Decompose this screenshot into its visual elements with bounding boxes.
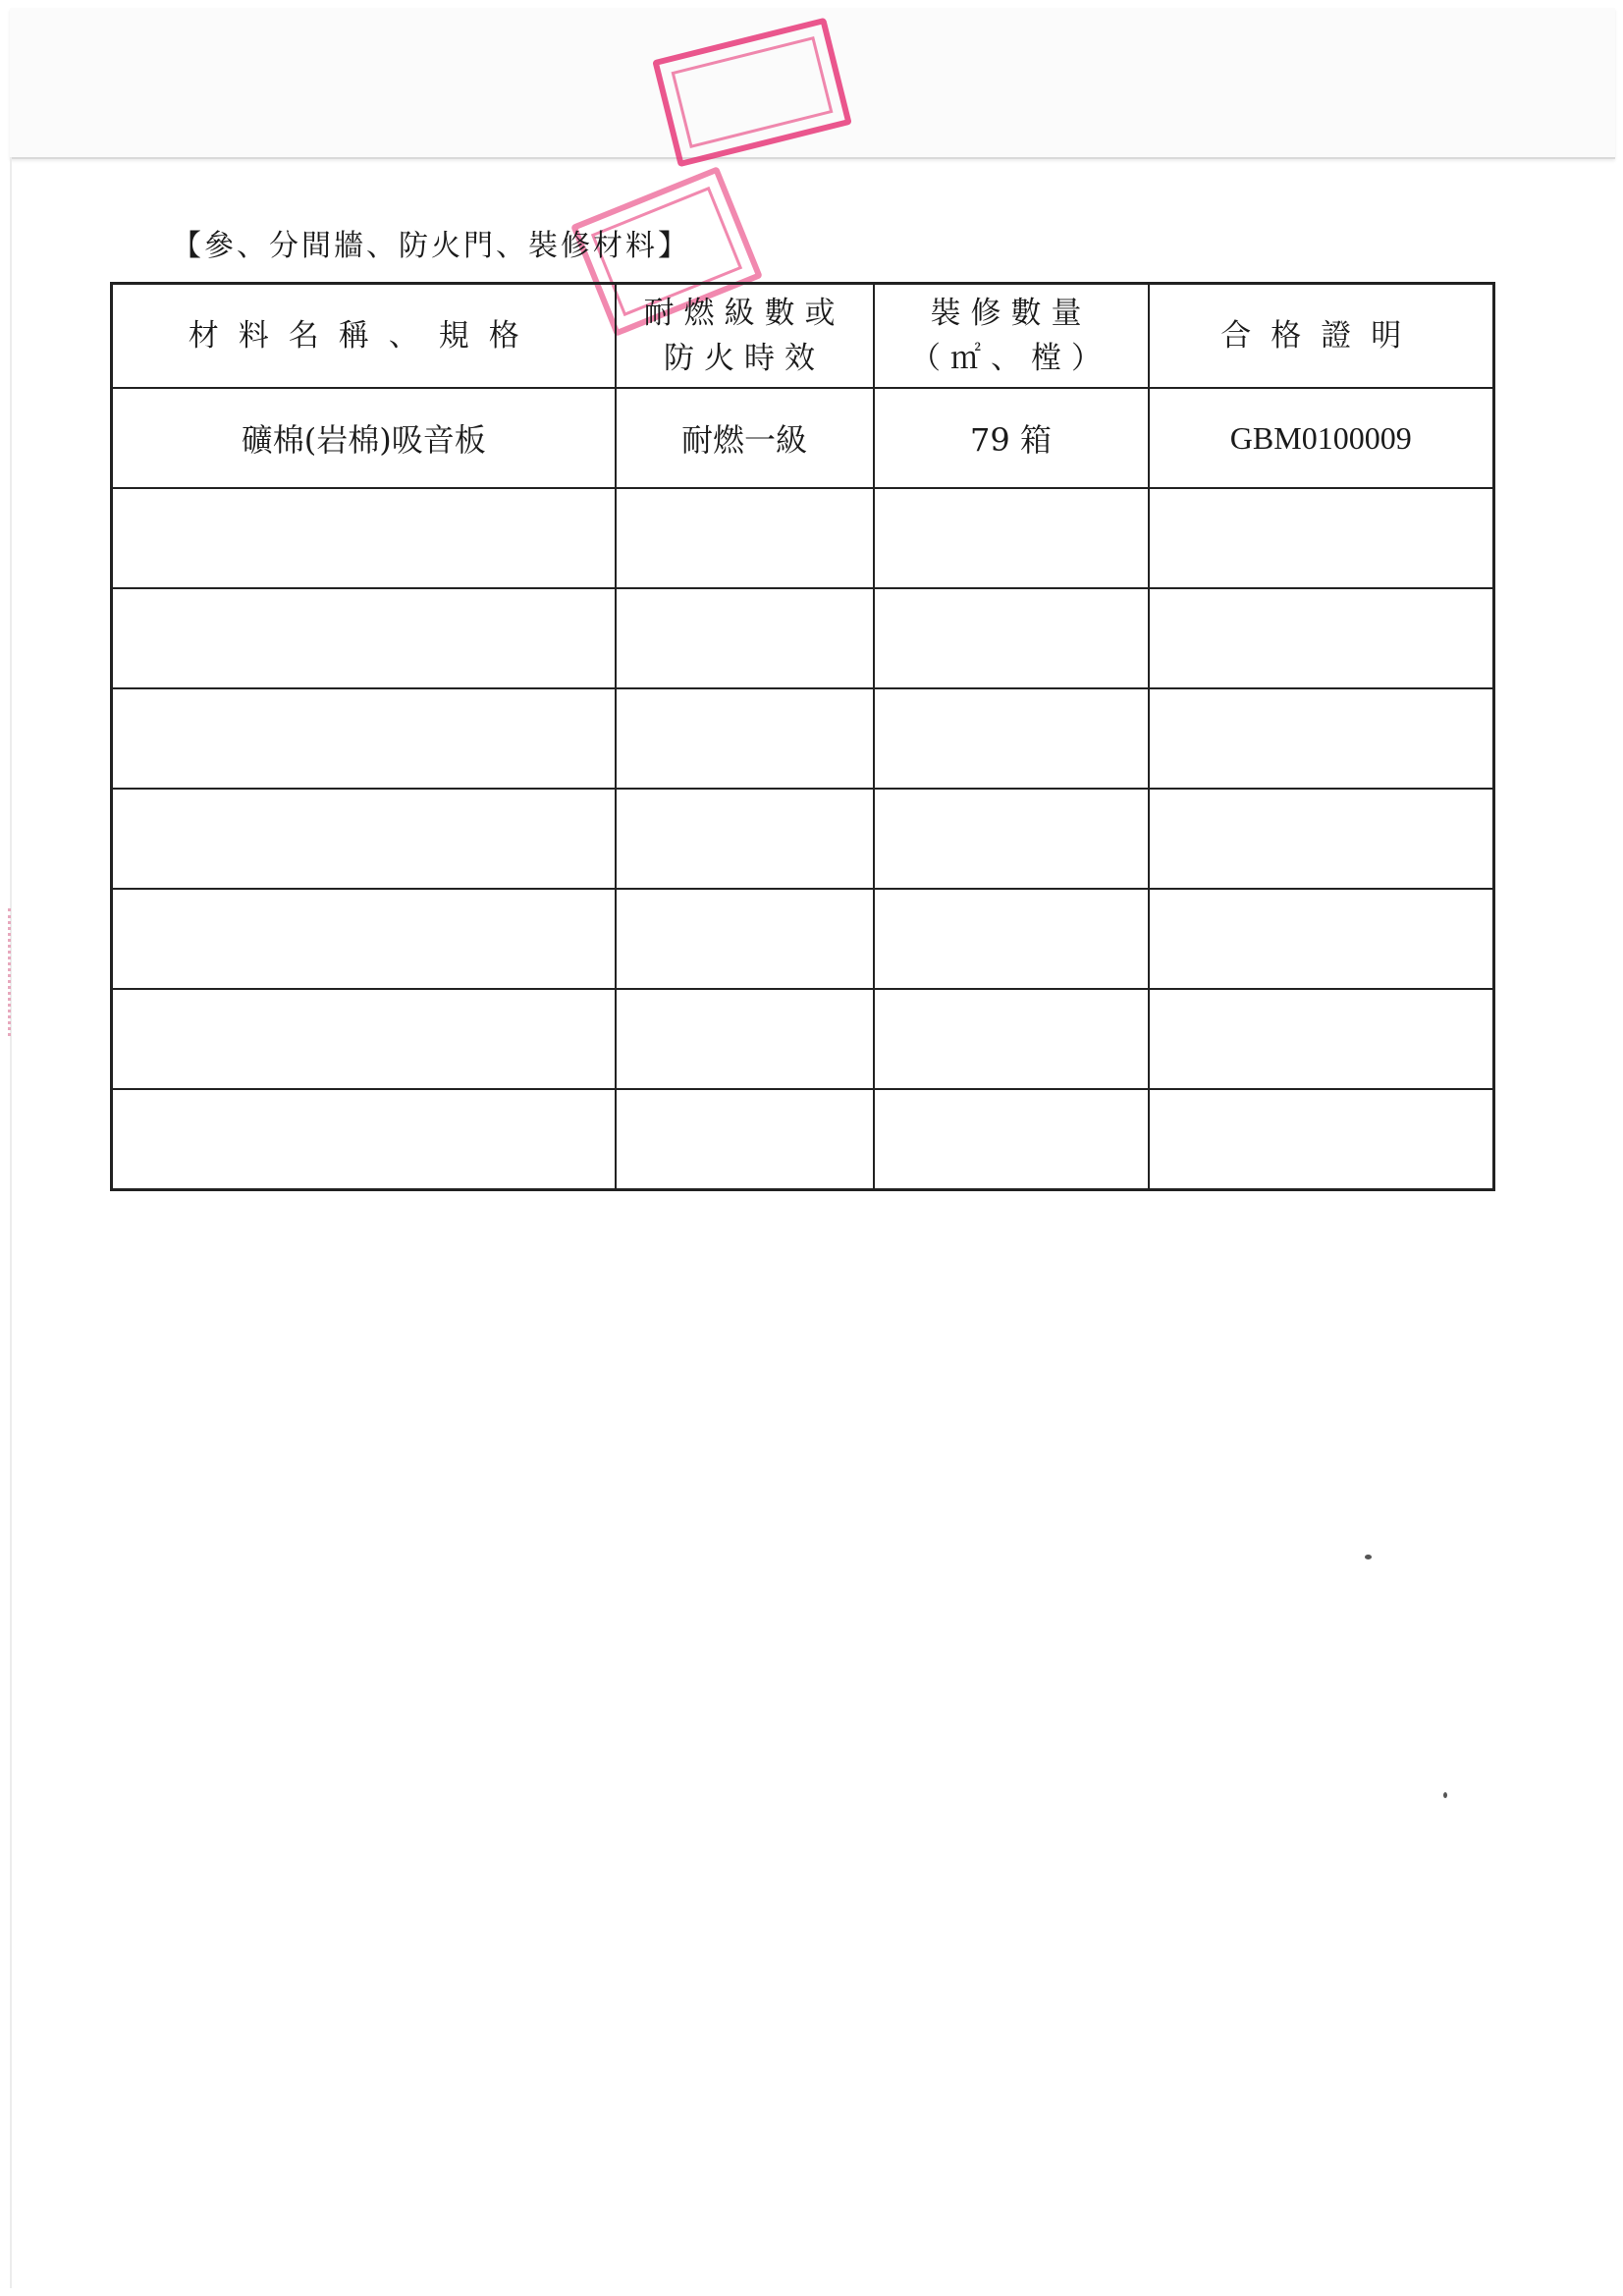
- cell-material-name: [112, 989, 616, 1089]
- cell-quantity: [874, 588, 1149, 688]
- cell-material-name: [112, 488, 616, 588]
- cell-quantity: [874, 1089, 1149, 1190]
- header-quantity: [874, 284, 1149, 389]
- page-edge: [10, 157, 12, 2288]
- cell-quantity: [874, 989, 1149, 1089]
- header-fire-rating: [616, 284, 874, 389]
- cell-material-name: [112, 688, 616, 789]
- table-row: [112, 789, 1494, 889]
- cell-quantity: [874, 488, 1149, 588]
- table-row: [112, 989, 1494, 1089]
- cell-fire-rating: [616, 989, 874, 1089]
- cell-material-name: [112, 889, 616, 989]
- scan-speck: [1365, 1555, 1372, 1559]
- cell-certificate: [1149, 789, 1494, 889]
- header-fire-rating-line1: 耐燃級數或: [643, 296, 845, 331]
- table-row: [112, 388, 1494, 488]
- scan-speck: [1443, 1792, 1447, 1798]
- table-row: [112, 588, 1494, 688]
- cell-quantity: 79 箱: [874, 388, 1149, 488]
- cell-certificate: [1149, 1089, 1494, 1190]
- cell-material-name: 礦棉(岩棉)吸音板: [112, 388, 616, 488]
- cell-quantity: [874, 688, 1149, 789]
- binding-mark: [8, 908, 17, 1036]
- materials-table: [110, 282, 1495, 1191]
- cell-fire-rating: [616, 688, 874, 789]
- cell-certificate: [1149, 488, 1494, 588]
- header-quantity-line2: （㎡、樘）: [910, 341, 1111, 376]
- header-quantity-line1: 裝修數量: [930, 296, 1092, 331]
- header-certificate: 合格證明: [1149, 284, 1494, 389]
- cell-material-name: [112, 1089, 616, 1190]
- cell-material-name: [112, 789, 616, 889]
- cell-fire-rating: [616, 588, 874, 688]
- table-row: [112, 488, 1494, 588]
- cell-fire-rating: [616, 1089, 874, 1190]
- cell-fire-rating: 耐燃一級: [616, 388, 874, 488]
- table-row: [112, 889, 1494, 989]
- table-header-row: [112, 284, 1494, 389]
- cell-certificate: GBM0100009: [1149, 388, 1494, 488]
- cell-certificate: [1149, 989, 1494, 1089]
- cell-fire-rating: [616, 488, 874, 588]
- cell-fire-rating: [616, 789, 874, 889]
- table-row: [112, 1089, 1494, 1190]
- table-row: [112, 688, 1494, 789]
- cell-quantity: [874, 789, 1149, 889]
- cell-certificate: [1149, 588, 1494, 688]
- header-material-name: 材料名稱、規格: [112, 284, 616, 389]
- header-fire-rating-line2: 防火時效: [664, 341, 825, 376]
- cell-certificate: [1149, 688, 1494, 789]
- cell-certificate: [1149, 889, 1494, 989]
- cell-quantity: [874, 889, 1149, 989]
- cell-material-name: [112, 588, 616, 688]
- section-title: 【參、分間牆、防火門、裝修材料】: [172, 229, 690, 263]
- cell-fire-rating: [616, 889, 874, 989]
